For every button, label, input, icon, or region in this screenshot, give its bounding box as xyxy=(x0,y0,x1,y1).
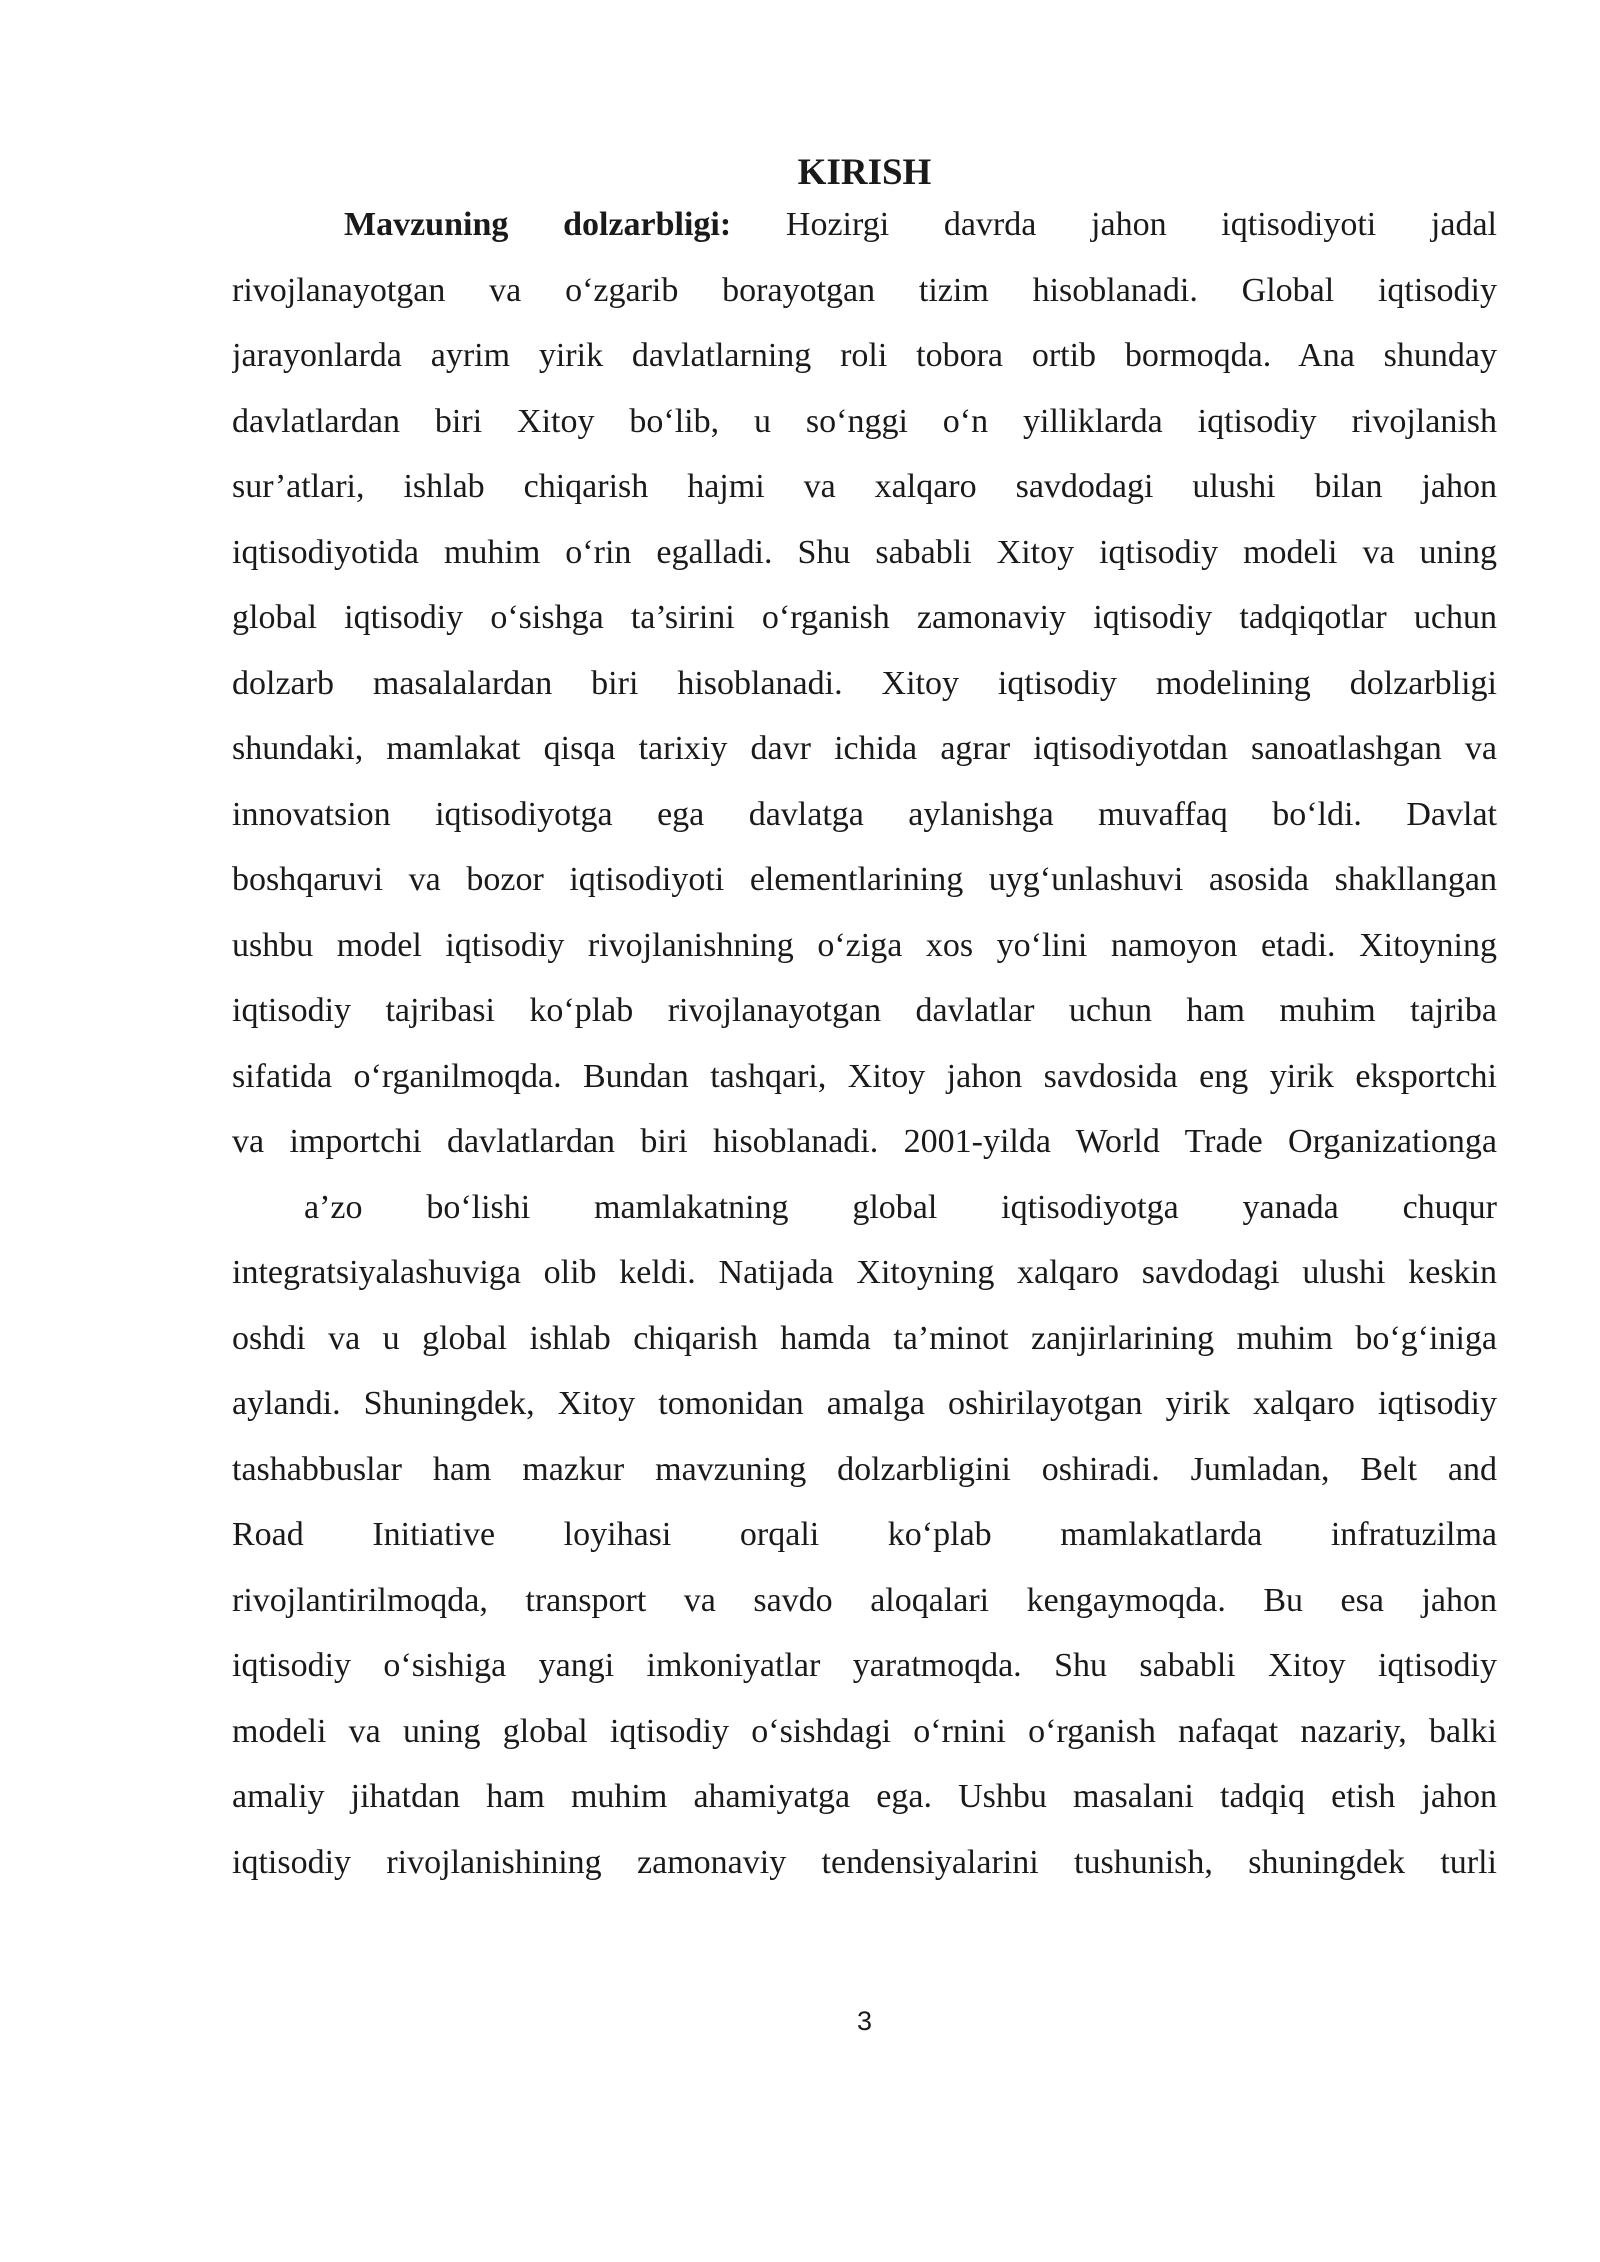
text-line: iqtisodiy o‘sishiga yangi imkoniyatlar yaratmoqda. Shu sababli Xitoy iqtisodiy xyxy=(232,1647,1497,1684)
text-line: va importchi davlatlardan biri hisoblanadi. 2001-yilda World Trade Organizationga xyxy=(232,1123,1497,1160)
text-line: Road Initiative loyihasi orqali ko‘plab mamlakatlarda infratuzilma xyxy=(232,1516,1497,1553)
text-line: sur’atlari, ishlab chiqarish hajmi va xalqaro savdodagi ulushi bilan jahon xyxy=(232,468,1497,505)
text-line: sifatida o‘rganilmoqda. Bundan tashqari, Xitoy jahon savdosida eng yirik eksportchi xyxy=(232,1057,1497,1095)
section-title: KIRISH xyxy=(797,152,932,193)
text-line: rivojlantirilmoqda, transport va savdo aloqalari kengaymoqda. Bu esa jahon xyxy=(232,1581,1497,1619)
text-line: davlatlardan biri Xitoy bo‘lib, u so‘nggi o‘n yilliklarda iqtisodiy rivojlanish xyxy=(232,402,1497,440)
text-line: jarayonlarda ayrim yirik davlatlarning roli tobora ortib bormoqda. Ana shunday xyxy=(232,337,1497,374)
text-line: aylandi. Shuningdek, Xitoy tomonidan amalga oshirilayotgan yirik xalqaro iqtisodiy xyxy=(232,1385,1497,1422)
text-line: iqtisodiy rivojlanishining zamonaviy tendensiyalarini tushunish, shuningdek turli xyxy=(232,1843,1497,1881)
text-line: rivojlanayotgan va o‘zgarib borayotgan tizim hisoblanadi. Global iqtisodiy xyxy=(232,271,1497,309)
text-line: amaliy jihatdan ham muhim ahamiyatga ega. Ushbu masalani tadqiq etish jahon xyxy=(232,1778,1497,1815)
text-line: boshqaruvi va bozor iqtisodiyoti elementlarining uyg‘unlashuvi asosida shakllangan xyxy=(232,861,1497,898)
text-line: global iqtisodiy o‘sishga ta’sirini o‘rganish zamonaviy iqtisodiy tadqiqotlar uchun xyxy=(232,599,1497,636)
text-line: tashabbuslar ham mazkur mavzuning dolzarbligini oshiradi. Jumladan, Belt and xyxy=(232,1450,1497,1488)
text-line: oshdi va u global ishlab chiqarish hamda ta’minot zanjirlarining muhim bo‘g‘iniga xyxy=(232,1319,1497,1357)
text-line: shundaki, mamlakat qisqa tarixiy davr ichida agrar iqtisodiyotdan sanoatlashgan va xyxy=(232,730,1497,767)
body-text xyxy=(232,197,1497,1900)
text-line: modeli va uning global iqtisodiy o‘sishdagi o‘rnini o‘rganish nafaqat nazariy, balki xyxy=(232,1712,1497,1750)
text-line-content: Hozirgi davrda jahon iqtisodiyoti jadal xyxy=(785,206,1497,243)
text-line: iqtisodiyotida muhim o‘rin egalladi. Shu sababli Xitoy iqtisodiy modeli va uning xyxy=(232,533,1497,571)
text-line: dolzarb masalalardan biri hisoblanadi. Xitoy iqtisodiy modelining dolzarbligi xyxy=(232,664,1497,702)
lead-label: Mavzuning dolzarbligi: xyxy=(344,206,732,243)
text-line: ushbu model iqtisodiy rivojlanishning o‘ziga xos yo‘lini namoyon etadi. Xitoyning xyxy=(232,926,1497,964)
text-line: a’zo bo‘lishi mamlakatning global iqtisodiyotga yanada chuqur xyxy=(304,1188,1497,1226)
text-line: integratsiyalashuviga olib keldi. Natijada Xitoyning xalqaro savdodagi ulushi keskin xyxy=(232,1254,1497,1291)
page-number: 3 xyxy=(856,2006,873,2036)
text-line: iqtisodiy tajribasi ko‘plab rivojlanayotgan davlatlar uchun ham muhim tajriba xyxy=(232,992,1497,1029)
text-line xyxy=(232,197,1497,263)
text-line: innovatsion iqtisodiyotga ega davlatga aylanishga muvaffaq bo‘ldi. Davlat xyxy=(232,795,1497,833)
